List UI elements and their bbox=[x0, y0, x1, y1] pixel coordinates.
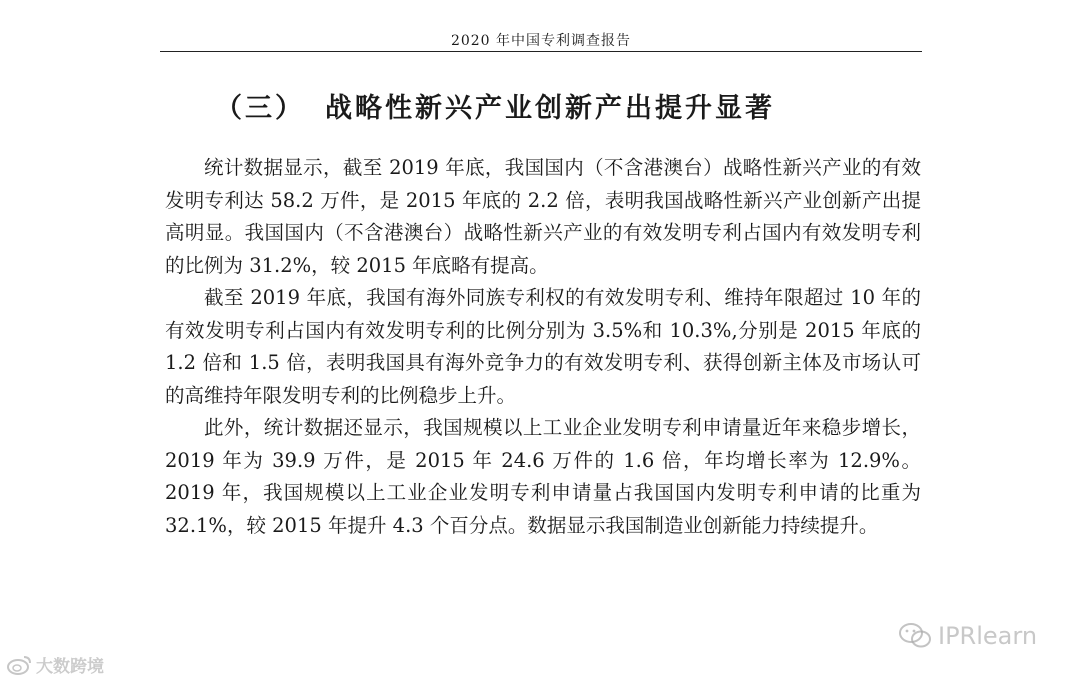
section-heading bbox=[215, 86, 775, 125]
watermark-left-text: 大数跨境 bbox=[36, 657, 104, 677]
paragraph-2: 截至 2019 年底，我国有海外同族专利权的有效发明专利、维持年限超过 10 年的有效发明专利占国内有效发明专利的比例分别为 3.5%和 10.3%,分别是 2015 年底的 1.2 倍和 1.5 倍，表明我国具有海外竞争力的有效发明专利、获得创新主体及市场认可的高维持年限发明专利的比例稳步上升。 bbox=[165, 286, 921, 407]
running-header: 2020 年中国专利调查报告 bbox=[450, 33, 632, 49]
section-number: （三） bbox=[215, 93, 305, 124]
section-title: 战略性新兴产业创新产出提升显著 bbox=[325, 93, 775, 124]
paragraph-3: 此外，统计数据还显示，我国规模以上工业企业发明专利申请量近年来稳步增长，2019 年为 39.9 万件，是 2015 年 24.6 万件的 1.6 倍，年均增长率为 12.9%。2019 年，我国规模以上工业企业发明专利申请量占我国国内发明专利申请的比重为 32.1%，较 2015 年提升 4.3 个百分点。数据显示我国制造业创新能力持续提升。 bbox=[165, 416, 921, 537]
wechat-icon bbox=[898, 622, 932, 650]
paragraph-1: 统计数据显示，截至 2019 年底，我国国内（不含港澳台）战略性新兴产业的有效发明专利达 58.2 万件，是 2015 年底的 2.2 倍，表明我国战略性新兴产业创新产出提高明显。我国国内（不含港澳台）战略性新兴产业的有效发明专利占国内有效发明专利的比例为 31.2%，较 2015 年底略有提高。 bbox=[165, 156, 921, 277]
body-text bbox=[165, 152, 921, 542]
weibo-icon bbox=[6, 654, 32, 676]
header-rule bbox=[160, 51, 922, 52]
watermark-left bbox=[6, 652, 104, 677]
watermark-right-text: IPRlearn bbox=[938, 622, 1038, 650]
watermark-right bbox=[898, 622, 1037, 650]
